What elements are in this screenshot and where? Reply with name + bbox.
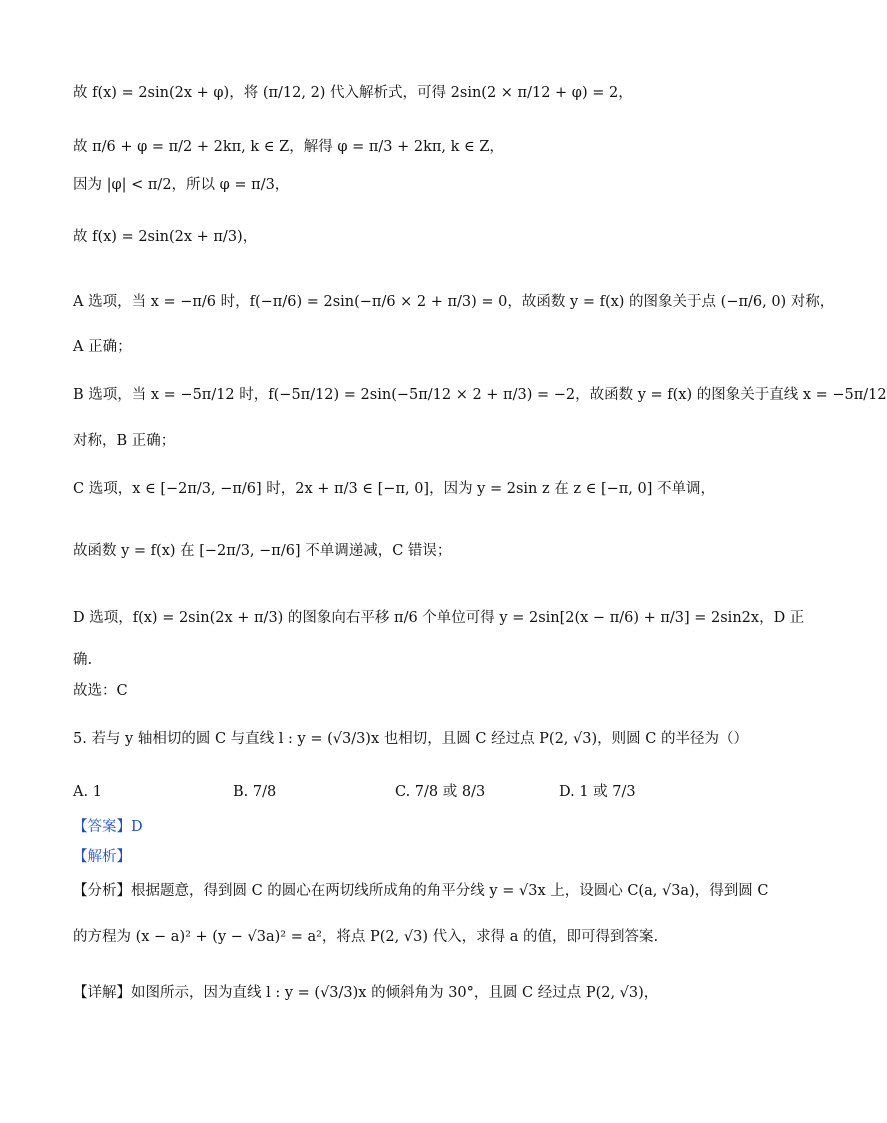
text-line: 对称，B 正确； [73, 433, 176, 449]
text-line: C 选项，x ∈ [−2π/3, −π/6] 时，2x + π/3 ∈ [−π, 0]，因为 y = 2sin z 在 z ∈ [−π, 0] 不单调， [73, 481, 715, 497]
answer-options [73, 772, 713, 812]
option-b: B. 7/8 [233, 784, 277, 800]
text-line: 【分析】根据题意，得到圆 C 的圆心在两切线所成角的角平分线 y = √3x 上，设圆心 C(a, √3a)，得到圆 C [73, 883, 769, 899]
text-line: 【详解】如图所示，因为直线 l : y = (√3/3)x 的倾斜角为 30°，且圆 C 经过点 P(2, √3)， [73, 985, 659, 1001]
option-a: A. 1 [73, 784, 102, 800]
text-line: 故选：C [73, 683, 128, 699]
text-line: 故 f(x) = 2sin(2x + φ)，将 (π/12, 2) 代入解析式，可得 2sin(2 × π/12 + φ) = 2， [73, 85, 633, 101]
answer-label: 【答案】D [73, 819, 143, 835]
text-line: 确. [73, 652, 93, 668]
text-line: D 选项，f(x) = 2sin(2x + π/3) 的图象向右平移 π/6 个单位可得 y = 2sin[2(x − π/6) + π/3] = 2sin2x，D 正 [73, 610, 805, 626]
text-line: 的方程为 (x − a)² + (y − √3a)² = a²，将点 P(2, √3) 代入，求得 a 的值，即可得到答案. [73, 929, 659, 945]
text-line: 故 π/6 + φ = π/2 + 2kπ, k ∈ Z，解得 φ = π/3 + 2kπ, k ∈ Z， [73, 139, 504, 155]
question-stem: 5. 若与 y 轴相切的圆 C 与直线 l : y = (√3/3)x 也相切，且圆 C 经过点 P(2, √3)，则圆 C 的半径为（） [73, 731, 748, 747]
analysis-heading: 【解析】 [73, 849, 131, 865]
option-d: D. 1 或 7/3 [559, 784, 636, 800]
text-line: B 选项，当 x = −5π/12 时，f(−5π/12) = 2sin(−5π/12 × 2 + π/3) = −2，故函数 y = f(x) 的图象关于直线 x = −5π/12 [73, 387, 887, 403]
text-line: 故函数 y = f(x) 在 [−2π/3, −π/6] 不单调递减，C 错误； [73, 543, 452, 559]
text-line: 故 f(x) = 2sin(2x + π/3)， [73, 229, 258, 245]
text-line: A 正确； [73, 339, 132, 355]
text-line: A 选项，当 x = −π/6 时，f(−π/6) = 2sin(−π/6 × 2 + π/3) = 0，故函数 y = f(x) 的图象关于点 (−π/6, 0) 对称， [73, 294, 835, 310]
option-c: C. 7/8 或 8/3 [395, 784, 486, 800]
text-line: 因为 |φ| < π/2，所以 φ = π/3， [73, 177, 290, 193]
